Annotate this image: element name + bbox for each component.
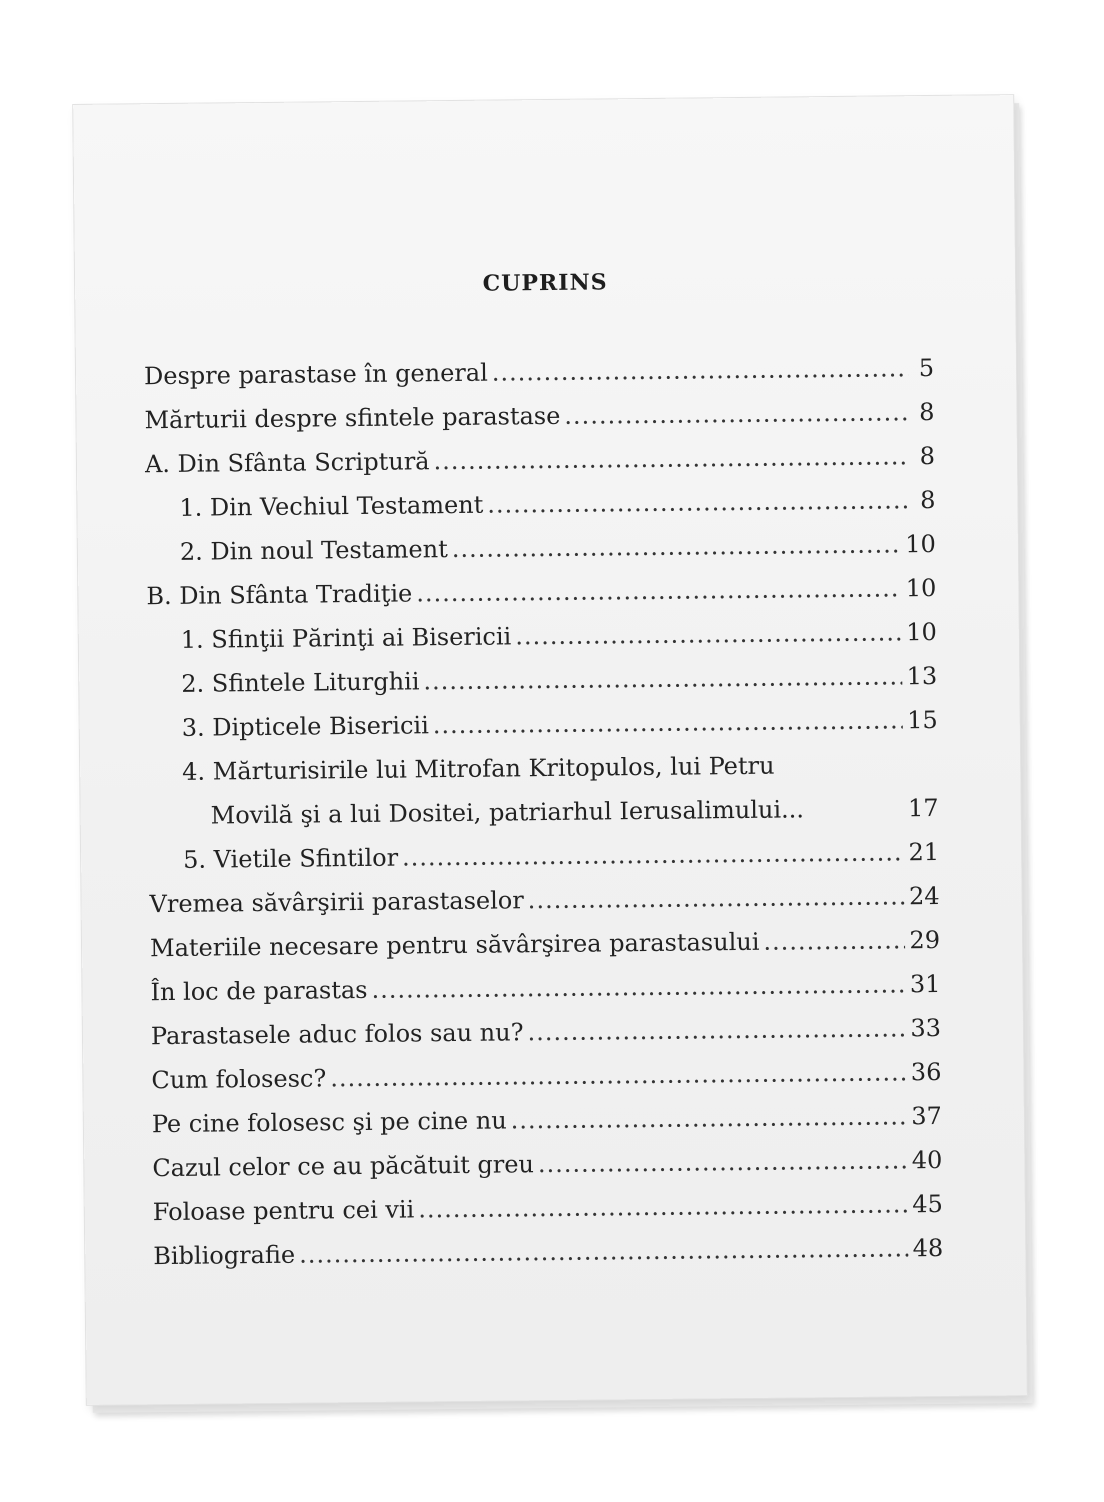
toc-entry xyxy=(153,1226,943,1278)
toc-entry-label: Pe cine folosesc şi pe cine nu xyxy=(151,1106,507,1139)
toc-entry-label: 5. Vietile Sfintilor xyxy=(182,843,399,874)
leader-dots xyxy=(433,434,909,483)
toc-page-number: 37 xyxy=(911,1101,942,1131)
toc-entry-label: Foloase pentru cei vii xyxy=(152,1195,415,1227)
toc-page-number: 8 xyxy=(919,441,936,471)
toc-page-number: 10 xyxy=(905,573,937,603)
toc-page-number: 8 xyxy=(919,397,935,427)
toc-page-number: 15 xyxy=(907,705,938,735)
toc-page-number: 21 xyxy=(908,837,940,867)
toc-entry-label: 1. Sfinţii Părinţi ai Bisericii xyxy=(180,622,512,654)
page-title: CUPRINS xyxy=(482,269,608,297)
toc-page-number: 10 xyxy=(906,617,937,647)
toc-page-number: 8 xyxy=(919,485,936,515)
toc-page-number: 24 xyxy=(908,881,940,911)
toc-page-number: 48 xyxy=(912,1233,944,1263)
leader-dots xyxy=(330,1050,907,1100)
leader-dots xyxy=(492,346,909,394)
toc-page-number: 40 xyxy=(911,1145,943,1175)
leader-dots xyxy=(538,1138,908,1186)
leader-dots xyxy=(433,698,904,747)
toc-page-number: 45 xyxy=(912,1189,943,1219)
toc-entry-label: 2. Din noul Testament xyxy=(179,535,448,566)
toc-page-number: 10 xyxy=(905,529,937,559)
toc-entry-label: În loc de parastas xyxy=(150,975,368,1007)
toc-entry-label: Materiile necesare pentru săvârşirea parastasului xyxy=(149,927,760,963)
toc-entry-label: 2. Sfintele Liturghii xyxy=(181,667,420,698)
book-page xyxy=(73,95,1027,1405)
table-of-contents xyxy=(144,346,944,1278)
toc-entry xyxy=(148,698,938,750)
toc-page-number: 17 xyxy=(907,793,939,823)
toc-entry-label: A. Din Sfânta Scriptură xyxy=(144,447,430,479)
leader-dots xyxy=(371,962,906,1012)
leader-dots xyxy=(423,654,903,703)
toc-page-number: 31 xyxy=(909,969,941,999)
toc-entry-label: Parastasele aduc folos sau nu? xyxy=(150,1018,524,1051)
toc-entry-label: Despre parastase în general xyxy=(143,358,488,391)
leader-dots xyxy=(416,566,902,615)
leader-dots xyxy=(418,1182,908,1231)
toc-page-number: 33 xyxy=(910,1013,942,1043)
toc-entry-label: 3. Dipticele Bisericii xyxy=(181,711,429,742)
toc-entry-label: Vremea săvârşirii parastaselor xyxy=(149,886,524,919)
toc-entry-label: Bibliografie xyxy=(153,1240,296,1271)
toc-entry-label: 1. Din Vechiul Testament xyxy=(179,490,484,522)
toc-page-number: 36 xyxy=(910,1057,942,1087)
toc-page-number: 5 xyxy=(918,353,935,383)
toc-page-number: 13 xyxy=(906,661,938,691)
toc-entry-label: B. Din Sfânta Tradiţie xyxy=(146,579,413,611)
leader-dots xyxy=(299,1226,909,1276)
toc-entry-label: Cazul celor ce au păcătuit greu xyxy=(152,1150,535,1183)
toc-page-number: 29 xyxy=(909,925,941,955)
leader-dots xyxy=(515,610,902,658)
toc-entry-label: Mărturii despre sfintele parastase xyxy=(144,401,561,435)
leader-dots xyxy=(402,830,905,879)
leader-dots xyxy=(564,390,909,438)
leader-dots xyxy=(527,874,905,922)
leader-dots xyxy=(763,918,905,963)
leader-dots xyxy=(452,522,902,571)
leader-dots xyxy=(510,1094,907,1142)
toc-entry-label: 4. Mărturisirile lui Mitrofan Kritopulos, lui Petru xyxy=(182,751,775,786)
leader-dots xyxy=(527,1006,906,1054)
leader-dots xyxy=(487,478,910,526)
toc-entry-label: Cum folosesc? xyxy=(151,1064,327,1095)
toc-entry-label: Movilă şi a lui Dositei, patriarhul Ierusalimului... xyxy=(210,795,805,830)
